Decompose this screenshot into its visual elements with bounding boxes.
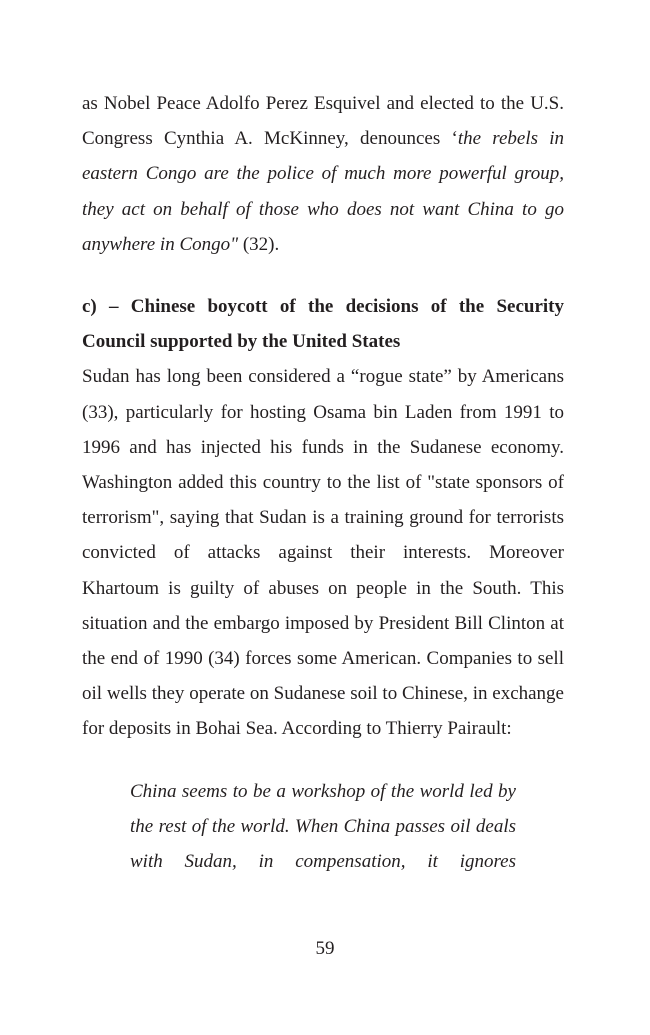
intro-paragraph xyxy=(82,86,564,262)
block-quote: China seems to be a workshop of the world led by the rest of the world. When China passes oil deals with Sudan, in compensation, it ignores xyxy=(130,780,516,873)
document-page xyxy=(82,86,564,879)
section-body-paragraph: Sudan has long been considered a “rogue state” by Americans (33), particularly for hosting Osama bin Laden from 1991 to 1996 and has injected his funds in the Sudanese economy. Washington added this country to the list of "state sponsors of terrorism", saying that Sudan is a training ground for terrorists convicted of attacks against their interests. Moreover Khartoum is guilty of abuses on people in the South. This situation and the embargo imposed by President Bill Clinton at the end of 1990 (34) forces some American. Companies to sell oil wells they operate on Sudanese soil to Chinese, in exchange for deposits in Bohai Sea. According to Thierry Pairault: xyxy=(82,366,564,740)
intro-lead-text: as Nobel Peace Adolfo Perez Esquivel and elected to the U.S. Congress Cynthia A. McKinney, denounces ‘ xyxy=(82,93,564,150)
intro-citation: (32). xyxy=(238,233,280,255)
page-number: 59 xyxy=(315,938,335,959)
section-heading: c) – Chinese boycott of the decisions of the Security Council supported by the United States xyxy=(82,296,564,353)
intro-quoted-text: the rebels in eastern Congo are the police of much more powerful group, they act on behalf of those who does not want China to go anywhere in Congo" xyxy=(82,128,565,255)
